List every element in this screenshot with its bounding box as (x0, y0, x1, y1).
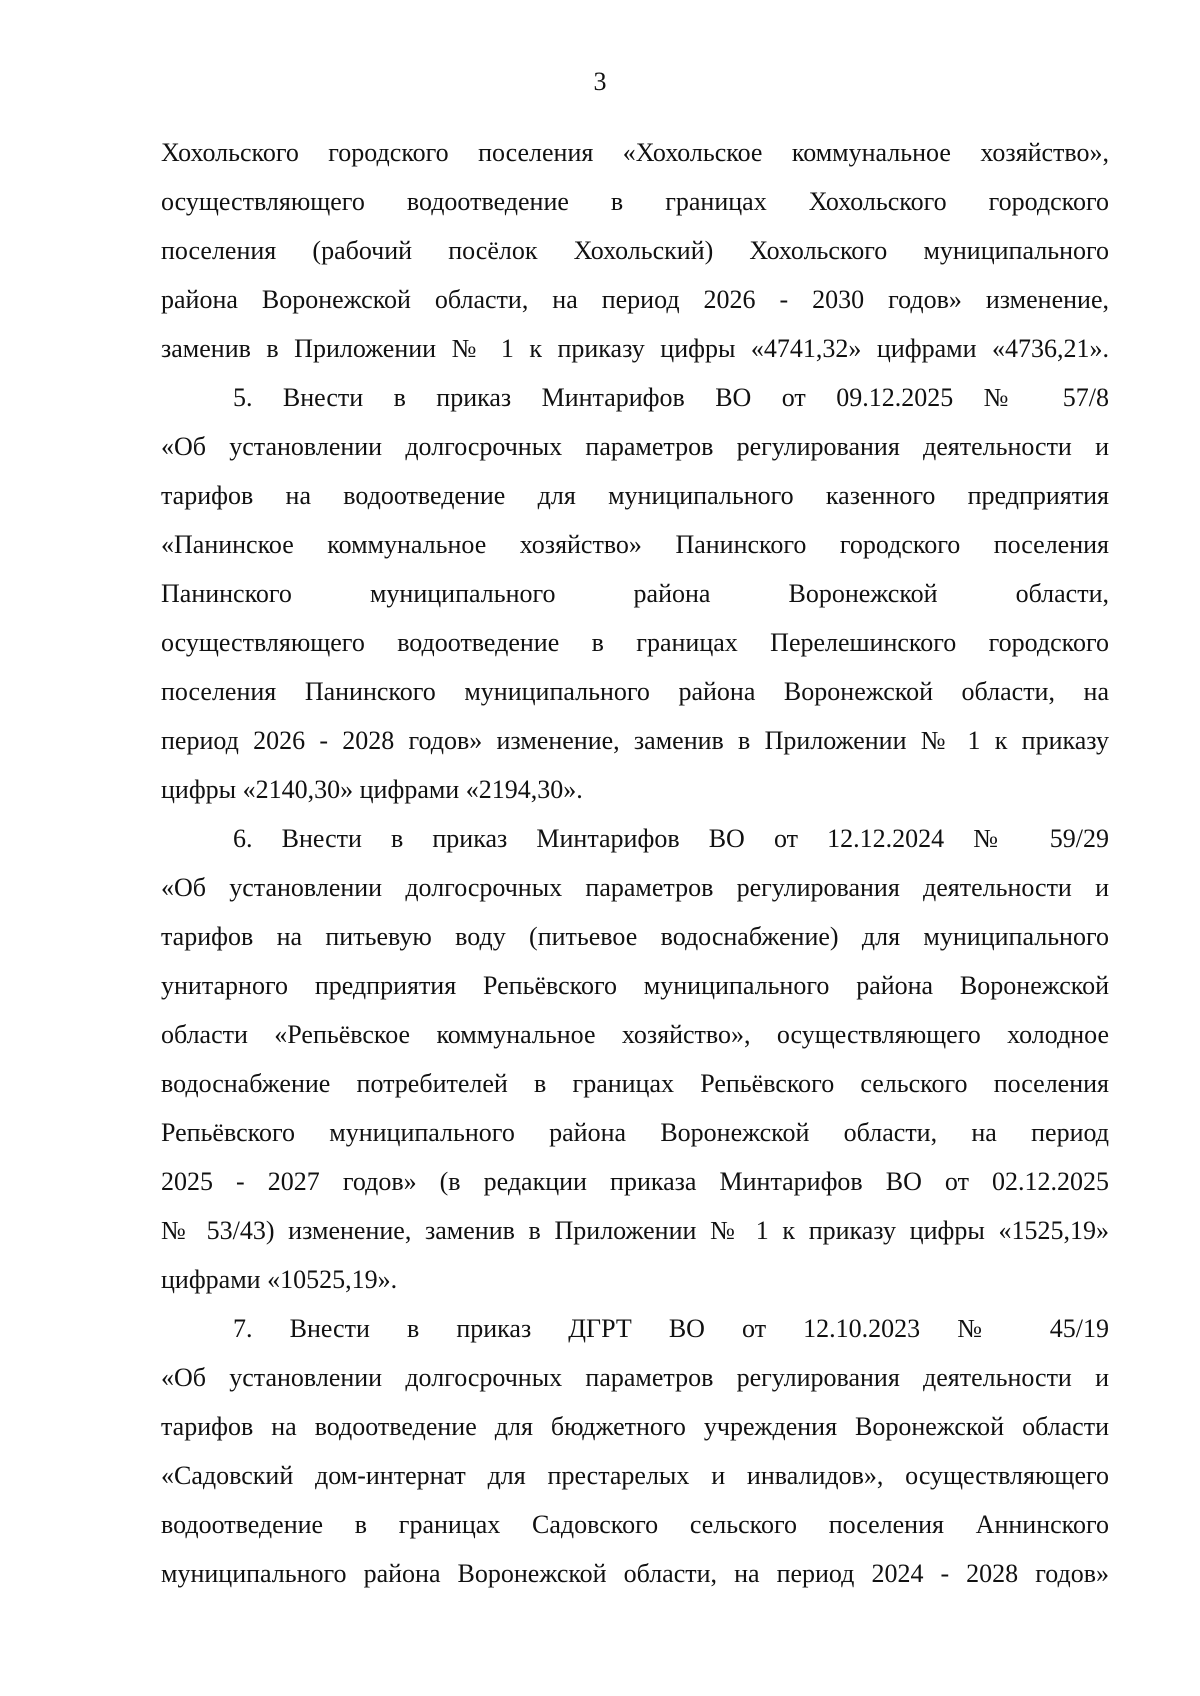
text-line: «Об установлении долгосрочных параметров регулирования деятельности и (161, 432, 1109, 461)
paragraph-item-7 (161, 1304, 1109, 1598)
text-line: муниципального района Воронежской области, на период 2024 - 2028 годов» (161, 1559, 1109, 1588)
text-line: унитарного предприятия Репьёвского муниципального района Воронежской (161, 971, 1109, 1000)
text-line: поселения Панинского муниципального района Воронежской области, на (161, 677, 1109, 706)
text-line: Репьёвского муниципального района Воронежской области, на период (161, 1118, 1109, 1147)
text-line: «Садовский дом-интернат для престарелых и инвалидов», осуществляющего (161, 1461, 1109, 1490)
text-line: Панинского муниципального района Воронежской области, (161, 579, 1109, 608)
text-line: 5. Внести в приказ Минтарифов ВО от 09.12.2025 № 57/8 (233, 383, 1109, 412)
text-line: поселения (рабочий посёлок Хохольский) Хохольского муниципального (161, 236, 1109, 265)
text-line: 6. Внести в приказ Минтарифов ВО от 12.12.2024 № 59/29 (233, 824, 1109, 853)
document-body (161, 128, 1109, 1598)
text-line: период 2026 - 2028 годов» изменение, заменив в Приложении № 1 к приказу (161, 726, 1109, 755)
text-line: Хохольского городского поселения «Хохольское коммунальное хозяйство», (161, 138, 1109, 167)
text-line: водоснабжение потребителей в границах Репьёвского сельского поселения (161, 1069, 1109, 1098)
text-line: района Воронежской области, на период 2026 - 2030 годов» изменение, (161, 285, 1109, 314)
text-line: тарифов на водоотведение для бюджетного учреждения Воронежской области (161, 1412, 1109, 1441)
text-line: осуществляющего водоотведение в границах Перелешинского городского (161, 628, 1109, 657)
text-line: 2025 - 2027 годов» (в редакции приказа Минтарифов ВО от 02.12.2025 (161, 1167, 1109, 1196)
text-line: тарифов на водоотведение для муниципального казенного предприятия (161, 481, 1109, 510)
page-number: 3 (593, 67, 607, 96)
text-line: «Об установлении долгосрочных параметров регулирования деятельности и (161, 1363, 1109, 1392)
text-line: тарифов на питьевую воду (питьевое водоснабжение) для муниципального (161, 922, 1109, 951)
paragraph-item-5 (161, 373, 1109, 814)
text-line: № 53/43) изменение, заменив в Приложении № 1 к приказу цифры «1525,19» (161, 1216, 1109, 1245)
text-line: заменив в Приложении № 1 к приказу цифры «4741,32» цифрами «4736,21». (161, 334, 1109, 363)
text-line: цифры «2140,30» цифрами «2194,30». (161, 775, 583, 804)
text-line: области «Репьёвское коммунальное хозяйство», осуществляющего холодное (161, 1020, 1109, 1049)
text-line: «Панинское коммунальное хозяйство» Панинского городского поселения (161, 530, 1109, 559)
paragraph-continued (161, 128, 1109, 373)
text-line: водоотведение в границах Садовского сельского поселения Аннинского (161, 1510, 1109, 1539)
text-line: «Об установлении долгосрочных параметров регулирования деятельности и (161, 873, 1109, 902)
text-line: осуществляющего водоотведение в границах Хохольского городского (161, 187, 1109, 216)
text-line: цифрами «10525,19». (161, 1265, 398, 1294)
paragraph-item-6 (161, 814, 1109, 1304)
text-line: 7. Внести в приказ ДГРТ ВО от 12.10.2023 № 45/19 (233, 1314, 1109, 1343)
